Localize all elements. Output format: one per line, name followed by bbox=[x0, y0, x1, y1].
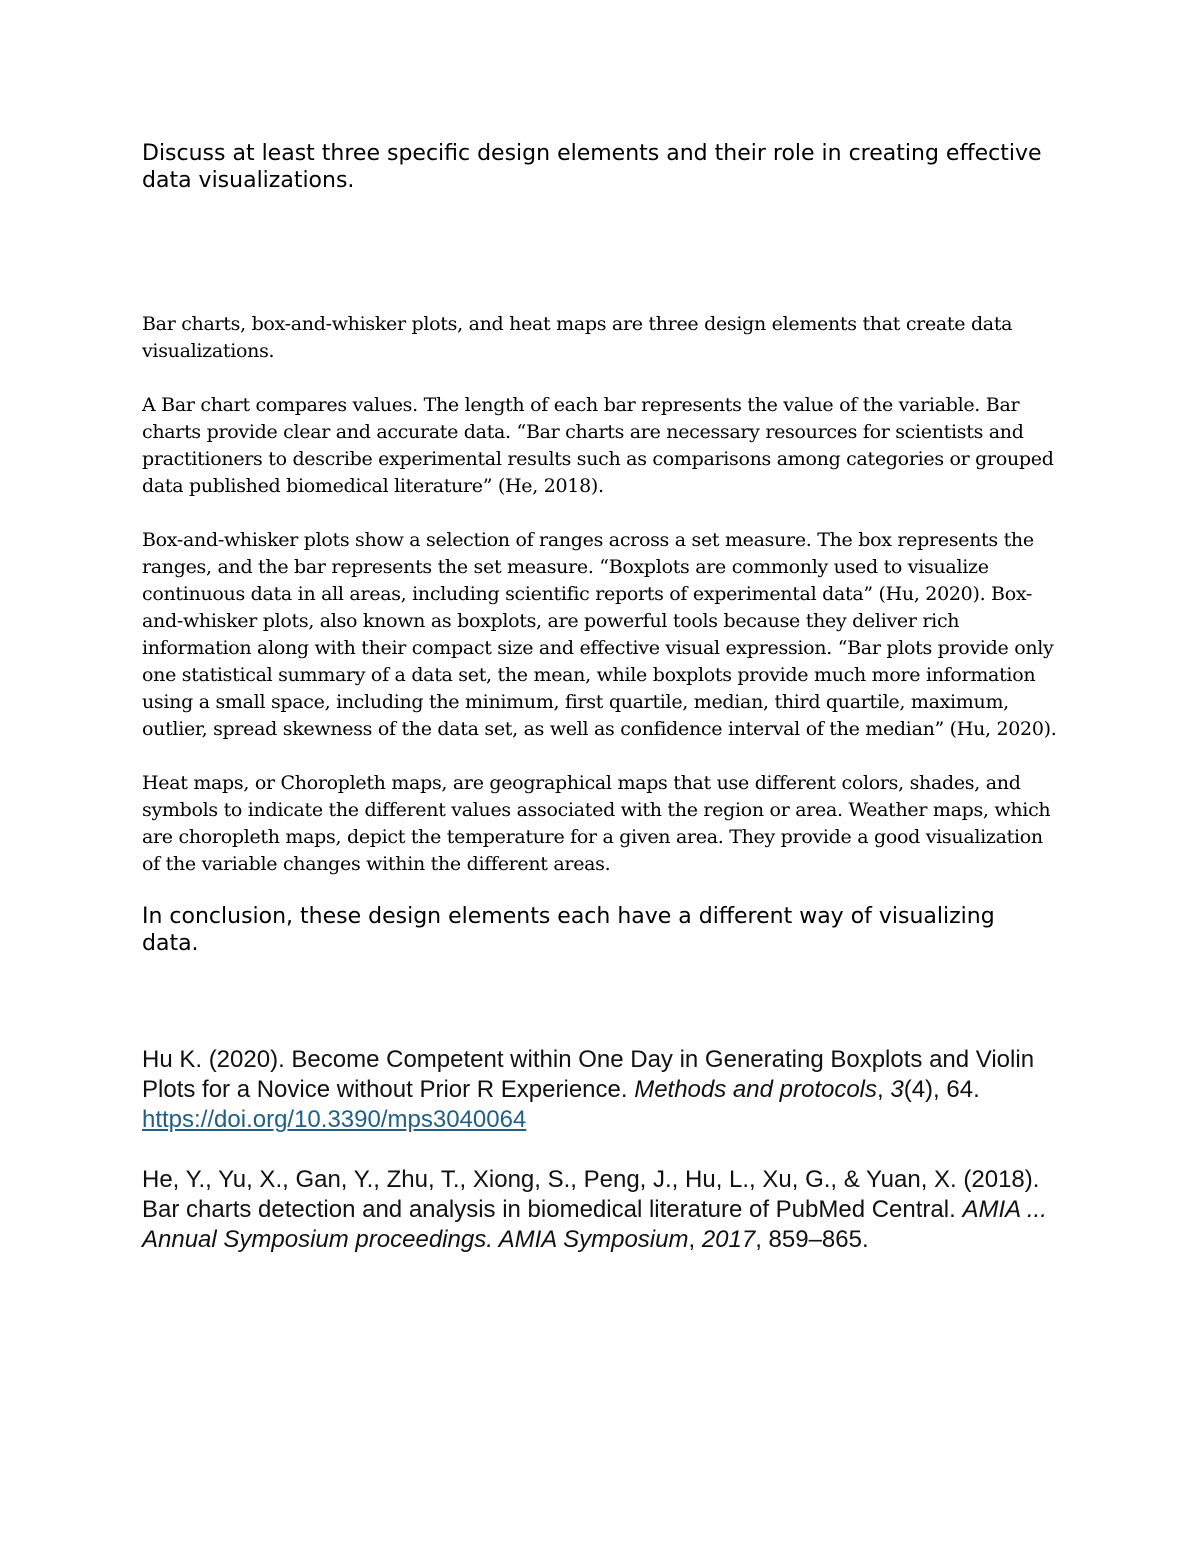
reference-hu-doi-link[interactable]: https://doi.org/10.3390/mps3040064 bbox=[142, 1106, 527, 1133]
reference-he bbox=[142, 1165, 1057, 1255]
reference-he-journal: AMIA ... Annual Symposium proceedings. AMIA Symposium bbox=[142, 1196, 1047, 1253]
reference-hu-volume: 3 bbox=[890, 1076, 904, 1103]
conclusion-paragraph: In conclusion, these design elements each have a different way of visualizing data. bbox=[142, 904, 995, 956]
reference-hu-journal: Methods and protocols bbox=[634, 1076, 878, 1103]
document-content bbox=[142, 140, 1057, 1255]
reference-hu-sep: , bbox=[877, 1076, 891, 1103]
reference-he-text: He, Y., Yu, X., Gan, Y., Zhu, T., Xiong, S., Peng, J., Hu, L., Xu, G., & Yuan, X. (2018). Bar charts detection and analysis in biomedical literature of PubMed Central. bbox=[142, 1166, 1040, 1223]
heat-map-paragraph: Heat maps, or Choropleth maps, are geographical maps that use different colors, shades, and symbols to indicate the different values associated with the region or area. Weather maps, which are choropleth maps, depict the temperature for a given area. They provide a good visualization of the variable changes within the different areas. bbox=[142, 772, 1051, 875]
reference-hu-issue-pages: (4), 64. bbox=[903, 1076, 980, 1103]
reference-he-volume: 2017 bbox=[701, 1226, 756, 1253]
bar-chart-paragraph: A Bar chart compares values. The length of each bar represents the value of the variable. Bar charts provide clear and accurate data. “Bar charts are necessary resources for scientists and practitioners to describe experimental results such as comparisons among categories or grouped data published biomedical literature” (He, 2018). bbox=[142, 394, 1054, 497]
reference-hu bbox=[142, 1045, 1057, 1135]
reference-he-sep: , bbox=[688, 1226, 702, 1253]
reference-he-pages: , 859–865. bbox=[755, 1226, 869, 1253]
document-heading: Discuss at least three specific design elements and their role in creating effective data visualizations. bbox=[142, 141, 1042, 193]
boxplot-paragraph: Box-and-whisker plots show a selection of ranges across a set measure. The box represents the ranges, and the bar represents the set measure. “Boxplots are commonly used to visualize continuous data in all areas, including scientific reports of experimental data” (Hu, 2020). Box-and-whisker plots, also known as boxplots, are powerful tools because they deliver rich information along with their compact size and effective visual expression. “Bar plots provide only one statistical summary of a data set, the mean, while boxplots provide much more information using a small space, including the minimum, first quartile, median, third quartile, maximum, outlier, spread skewness of the data set, as well as confidence interval of the median” (Hu, 2020). bbox=[142, 529, 1057, 740]
reference-hu-text: Hu K. (2020). Become Competent within One Day in Generating Boxplots and Violin Plots for a Novice without Prior R Experience. bbox=[142, 1046, 1035, 1103]
intro-paragraph: Bar charts, box-and-whisker plots, and heat maps are three design elements that create data visualizations. bbox=[142, 313, 1013, 362]
